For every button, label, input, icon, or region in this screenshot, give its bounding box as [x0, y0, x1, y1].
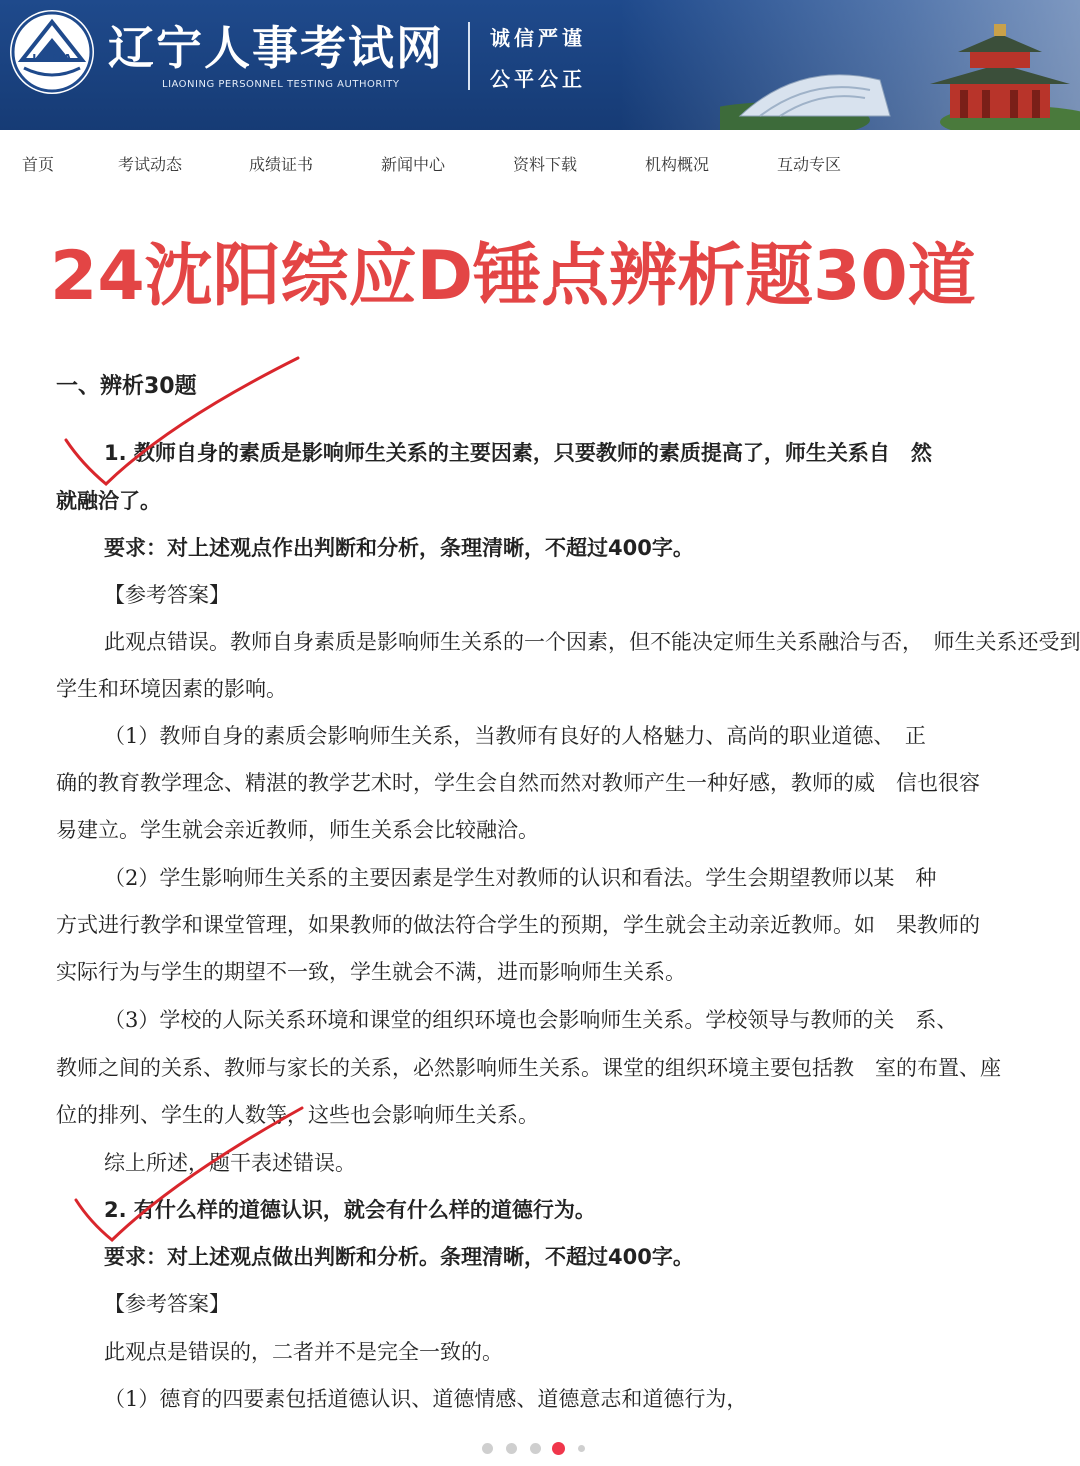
- q1-answer-line: 确的教育教学理念、精湛的教学艺术时，学生会自然而然对教师产生一种好感，教师的威 信也很容: [56, 771, 980, 795]
- page-title: 24沈阳综应D锤点辨析题30道: [50, 237, 976, 316]
- q1-reference-label: 【参考答案】: [104, 583, 230, 607]
- q1-answer-line: （1）教师自身的素质会影响师生关系，当教师有良好的人格魅力、高尚的职业道德、 正: [104, 724, 926, 748]
- q1-answer-line: 易建立。学生就会亲近教师，师生关系会比较融洽。: [56, 818, 539, 842]
- main-nav: [0, 130, 1080, 192]
- q2-answer-line: （1）德育的四要素包括道德认识、道德情感、道德意志和道德行为，: [104, 1387, 748, 1411]
- section-heading: 一、辨析30题: [56, 374, 197, 399]
- q1-answer-line: （2）学生影响师生关系的主要因素是学生对教师的认识和看法。学生会期望教师以某 种: [104, 866, 937, 890]
- q1-answer-line: 此观点错误。教师自身素质是影响师生关系的一个因素，但不能决定师生关系融洽与否， 师生关系还受到: [104, 630, 1080, 654]
- checkmark-icon: [72, 1104, 322, 1254]
- q1-answer-line: 位的排列、学生的人数等，这些也会影响师生关系。: [56, 1103, 539, 1127]
- site-title[interactable]: 辽宁人事考试网: [108, 21, 444, 75]
- q1-answer-line: （3）学校的人际关系环境和课堂的组织环境也会影响师生关系。学校领导与教师的关 系、: [104, 1008, 958, 1032]
- pagination-dot[interactable]: [578, 1445, 585, 1452]
- pagination-dot[interactable]: [530, 1443, 541, 1454]
- q1-answer-line: 教师之间的关系、教师与家长的关系，必然影响师生关系。课堂的组织环境主要包括教 室的布置、座: [56, 1056, 1001, 1080]
- nav-item-interactive[interactable]: 互动专区: [777, 155, 842, 174]
- q1-answer-line: 综上所述，题干表述错误。: [104, 1151, 356, 1175]
- q2-requirement: 要求：对上述观点做出判断和分析。条理清晰，不超过400字。: [104, 1245, 694, 1269]
- q1-statement-line-2: 就融洽了。: [56, 489, 161, 513]
- nav-item-home[interactable]: 首页: [22, 155, 55, 174]
- building-illustration-icon: [720, 20, 1080, 130]
- checkmark-icon: [60, 352, 310, 502]
- header-divider: [468, 22, 470, 90]
- nav-item-news-center[interactable]: 新闻中心: [381, 155, 446, 174]
- q2-statement: 2. 有什么样的道德认识，就会有什么样的道德行为。: [104, 1198, 596, 1222]
- pagination-dot[interactable]: [482, 1443, 493, 1454]
- pagination-dot[interactable]: [506, 1443, 517, 1454]
- q1-answer-line: 学生和环境因素的影响。: [56, 677, 287, 701]
- nav-item-exam-news[interactable]: 考试动态: [118, 155, 183, 174]
- nav-item-about[interactable]: 机构概况: [645, 155, 710, 174]
- q1-requirement: 要求：对上述观点作出判断和分析，条理清晰，不超过400字。: [104, 536, 694, 560]
- nav-item-certificates[interactable]: 成绩证书: [249, 155, 314, 174]
- nav-item-downloads[interactable]: 资料下载: [513, 155, 578, 174]
- pagination-dot-active[interactable]: [552, 1442, 565, 1455]
- q2-reference-label: 【参考答案】: [104, 1292, 230, 1316]
- motto-line-2: 公平公正: [490, 67, 586, 91]
- q1-answer-line: 方式进行教学和课堂管理，如果教师的做法符合学生的预期，学生就会主动亲近教师。如 果教师的: [56, 913, 980, 937]
- q1-answer-line: 实际行为与学生的期望不一致，学生就会不满，进而影响师生关系。: [56, 960, 686, 984]
- q1-statement-line-1: 1. 教师自身的素质是影响师生关系的主要因素，只要教师的素质提高了，师生关系自 然: [104, 441, 932, 465]
- site-subtitle: LIAONING PERSONNEL TESTING AUTHORITY: [162, 79, 400, 90]
- q2-answer-line: 此观点是错误的，二者并不是完全一致的。: [104, 1340, 503, 1364]
- site-header-banner: [0, 0, 1080, 130]
- motto-line-1: 诚信严谨: [490, 26, 586, 50]
- logo-abbreviation: LNPTA: [32, 52, 72, 65]
